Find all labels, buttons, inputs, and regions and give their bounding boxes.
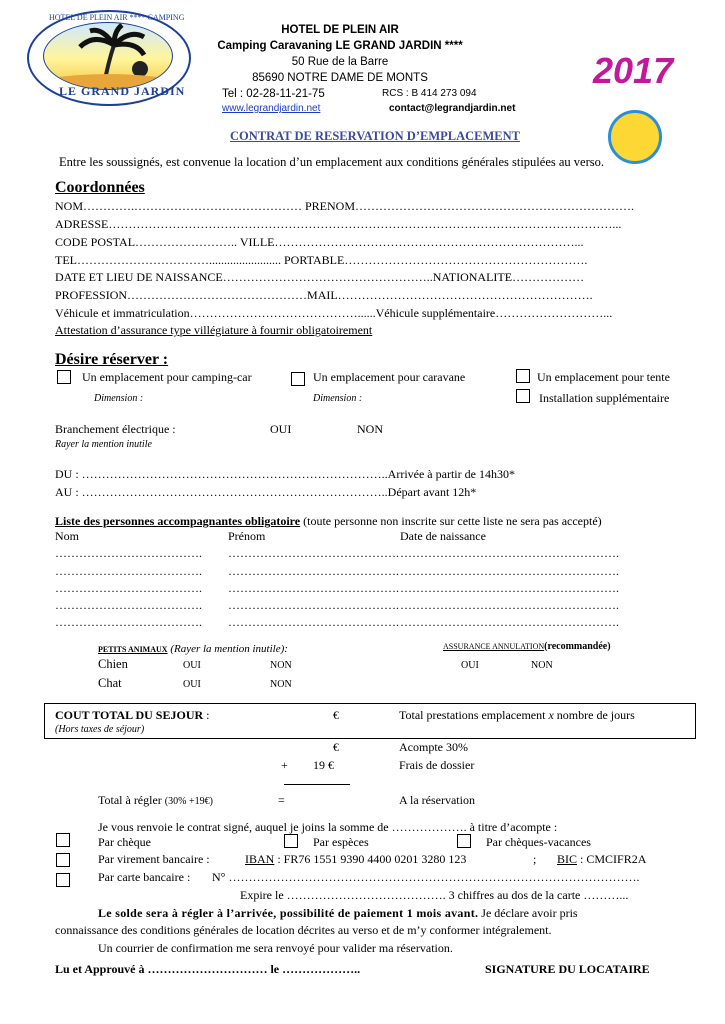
assurance-non[interactable]: NON: [531, 660, 553, 671]
companions-title: Liste des personnes accompagnantes obligatoire: [55, 514, 301, 528]
reservation-title: Désire réserver :: [55, 351, 169, 368]
total-regler-label: Total à régler: [98, 793, 162, 807]
renvoie-text: Je vous renvoie le contrat signé, auquel je joins la somme de ………………. à titre d’acompte :: [98, 820, 558, 834]
companion-prenom-1[interactable]: …………………………………….: [228, 546, 399, 560]
dimension-caravane: Dimension :: [313, 393, 363, 404]
hors-taxes-note: (Hors taxes de séjour): [55, 724, 145, 735]
assurance-title: ASSURANCE ANNULATION: [443, 642, 545, 651]
checkbox-installation[interactable]: [516, 389, 530, 403]
option-cheque: Par chèque: [98, 835, 151, 849]
card-expiry-field[interactable]: Expire le …………………………………. 3 chiffres au dos de la carte ………...: [240, 888, 629, 902]
logo-bottom-text: LE GRAND JARDIN: [59, 84, 186, 98]
companion-date-2[interactable]: ……………………………………………….: [400, 564, 619, 578]
option-especes: Par espèces: [313, 835, 369, 849]
col-nom: Nom: [55, 529, 79, 543]
rayer-note: Rayer la mention inutile: [55, 439, 152, 450]
bic-label: BIC: [557, 852, 578, 866]
email-address: contact@legrandjardin.net: [389, 103, 516, 114]
total-regler-formula: (30% +19€): [164, 796, 213, 807]
camping-logo: [27, 10, 191, 106]
branchement-label: Branchement électrique :: [55, 422, 176, 436]
solde-bold: Le solde sera à régler à l’arrivée, possibilité de paiement 1 mois avant.: [98, 906, 479, 920]
checkbox-especes[interactable]: [284, 834, 298, 848]
col-prenom: Prénom: [228, 529, 266, 543]
rcs-number: RCS : B 414 273 094: [382, 88, 477, 99]
chat-non[interactable]: NON: [270, 679, 292, 690]
option-caravane: Un emplacement pour caravane: [313, 370, 466, 384]
checkbox-cheque[interactable]: [56, 833, 70, 847]
total-desc: [399, 708, 635, 723]
companion-date-4[interactable]: ……………………………………………….: [400, 598, 619, 612]
field-profession-mail[interactable]: PROFESSION………………………………………MAIL……………………………………………………….: [55, 288, 593, 302]
label-badge-icon: [608, 110, 662, 164]
equals-sign: =: [278, 793, 285, 807]
total-label: COUT TOTAL DU SEJOUR: [55, 708, 204, 722]
acompte-euro: €: [333, 740, 339, 754]
companion-date-1[interactable]: ……………………………………………….: [400, 546, 619, 560]
website-link[interactable]: www.legrandjardin.net: [222, 103, 321, 114]
checkbox-virement[interactable]: [56, 853, 70, 867]
frais-value: 19 €: [313, 758, 334, 772]
year-label: 2017: [593, 50, 674, 91]
companion-prenom-4[interactable]: …………………………………….: [228, 598, 399, 612]
contract-title: CONTRAT DE RESERVATION D’EMPLACEMENT: [230, 129, 520, 143]
iban-value: : FR76 1551 9390 4400 0201 3280 123: [274, 852, 467, 866]
option-carte: Par carte bancaire :: [98, 870, 191, 884]
companion-prenom-3[interactable]: …………………………………….: [228, 581, 399, 595]
bic-value: : CMCIFR2A: [577, 852, 647, 866]
field-naissance-nationalite[interactable]: DATE ET LIEU DE NAISSANCE……………………………………………..NATIONALITE………………: [55, 270, 585, 284]
option-tente: Un emplacement pour tente: [537, 370, 670, 384]
companion-nom-2[interactable]: ……………………………….: [55, 564, 202, 578]
chien-oui[interactable]: OUI: [183, 660, 201, 671]
acompte-label: Acompte 30%: [399, 740, 468, 754]
total-colon: :: [203, 708, 210, 722]
option-virement: Par virement bancaire :: [98, 852, 210, 866]
total-euro: €: [333, 708, 339, 722]
companions-note: (toute personne non inscrite sur cette liste ne sera pas accepté): [300, 514, 602, 528]
lu-approuve[interactable]: Lu et Approuvé à ………………………… le ………………..: [55, 962, 361, 976]
iban-line: [245, 852, 466, 867]
total-desc-x: x: [548, 708, 554, 722]
companion-nom-4[interactable]: ……………………………….: [55, 598, 202, 612]
companion-nom-1[interactable]: ……………………………….: [55, 546, 202, 560]
street-address: 50 Rue de la Barre: [291, 56, 389, 68]
animals-title: PETITS ANIMAUX: [98, 645, 168, 654]
date-arrivee[interactable]: DU : …………………………………………………………………..Arrivée à partir de 14h30*: [55, 467, 515, 481]
companion-date-3[interactable]: ……………………………………………….: [400, 581, 619, 595]
companion-prenom-5[interactable]: …………………………………….: [228, 615, 399, 629]
branchement-oui[interactable]: OUI: [270, 422, 292, 436]
assurance-oui[interactable]: OUI: [461, 660, 479, 671]
solde-rest: Je déclare avoir pris: [478, 906, 578, 920]
total-regler-line: [98, 793, 213, 808]
chat-oui[interactable]: OUI: [183, 679, 201, 690]
hotel-name: HOTEL DE PLEIN AIR: [281, 24, 399, 36]
assurance-note: (recommandée): [544, 641, 611, 652]
solde-line-2: connaissance des conditions générales de location décrites au verso et de m’y conformer intégralement.: [55, 923, 552, 937]
chien-non[interactable]: NON: [270, 660, 292, 671]
field-nom-prenom[interactable]: NOM………….…………………………………… PRENOM…………………………………………………………….: [55, 199, 635, 213]
dimension-camping-car: Dimension :: [94, 393, 144, 404]
iban-label: IBAN: [245, 852, 275, 866]
card-number-field[interactable]: N° ………………………………………………………………………………………….: [212, 870, 640, 884]
checkbox-tente[interactable]: [516, 369, 530, 383]
branchement-non[interactable]: NON: [357, 422, 383, 436]
signature-label: SIGNATURE DU LOCATAIRE: [485, 962, 650, 976]
chat-label: Chat: [98, 676, 122, 690]
a-la-reservation: A la réservation: [399, 793, 475, 807]
coordonnees-title: Coordonnées: [55, 179, 145, 196]
bic-line: [557, 852, 646, 867]
bank-separator: ;: [533, 852, 537, 866]
sum-rule: [284, 784, 350, 785]
companion-nom-5[interactable]: ……………………………….: [55, 615, 202, 629]
checkbox-camping-car[interactable]: [57, 370, 71, 384]
field-code-postal-ville[interactable]: CODE POSTAL…………………….. VILLE…………………………………………………………………...: [55, 235, 584, 249]
courrier-text: Un courrier de confirmation me sera renvoyé pour valider ma réservation.: [98, 941, 453, 955]
solde-line: [98, 906, 578, 921]
plus-sign: +: [281, 758, 288, 772]
attestation-note: Attestation d’assurance type villégiature à fournir obligatoirement: [55, 323, 373, 337]
total-label-line: [55, 708, 210, 723]
date-depart[interactable]: AU : …………………………………………………………………..Départ avant 12h*: [55, 485, 477, 499]
logo-top-text: HOTEL DE PLEIN AIR **** CAMPING: [49, 13, 185, 22]
chien-label: Chien: [98, 657, 128, 671]
frais-label: Frais de dossier: [399, 758, 475, 772]
total-desc-1: Total prestations emplacement: [399, 708, 549, 722]
total-desc-2: nombre de jours: [553, 708, 635, 722]
col-date-naissance: Date de naissance: [400, 529, 486, 543]
companion-date-5[interactable]: ……………………………………………….: [400, 615, 619, 629]
assurance-heading: [443, 641, 611, 652]
companion-prenom-2[interactable]: …………………………………….: [228, 564, 399, 578]
checkbox-cheques-vacances[interactable]: [457, 834, 471, 848]
city-address: 85690 NOTRE DAME DE MONTS: [252, 72, 428, 84]
option-installation: Installation supplémentaire: [539, 391, 670, 405]
option-camping-car: Un emplacement pour camping-car: [82, 370, 252, 384]
companion-nom-3[interactable]: ……………………………….: [55, 581, 202, 595]
field-vehicule[interactable]: Véhicule et immatriculation……………………………………......Véhicule supplémentaire………………………...: [55, 306, 613, 320]
checkbox-caravane[interactable]: [291, 372, 305, 386]
palm-tree-icon: [43, 22, 173, 90]
checkbox-carte[interactable]: [56, 873, 70, 887]
field-adresse[interactable]: ADRESSE………………………………………………………………………………………………………………...: [55, 217, 622, 231]
field-tel-portable[interactable]: TEL……………………………........................ PORTABLE…………………………………………………….: [55, 253, 588, 267]
phone-number: Tel : 02-28-11-21-75: [222, 88, 325, 100]
companions-heading: [55, 514, 602, 529]
option-cheques-vacances: Par chèques-vacances: [486, 835, 591, 849]
animals-heading: [98, 641, 288, 656]
animals-note: (Rayer la mention inutile):: [167, 643, 288, 655]
intro-text: Entre les soussignés, est convenue la location d’un emplacement aux conditions générales stipulées au verso.: [59, 155, 604, 169]
camping-name: Camping Caravaning LE GRAND JARDIN ****: [217, 40, 463, 52]
